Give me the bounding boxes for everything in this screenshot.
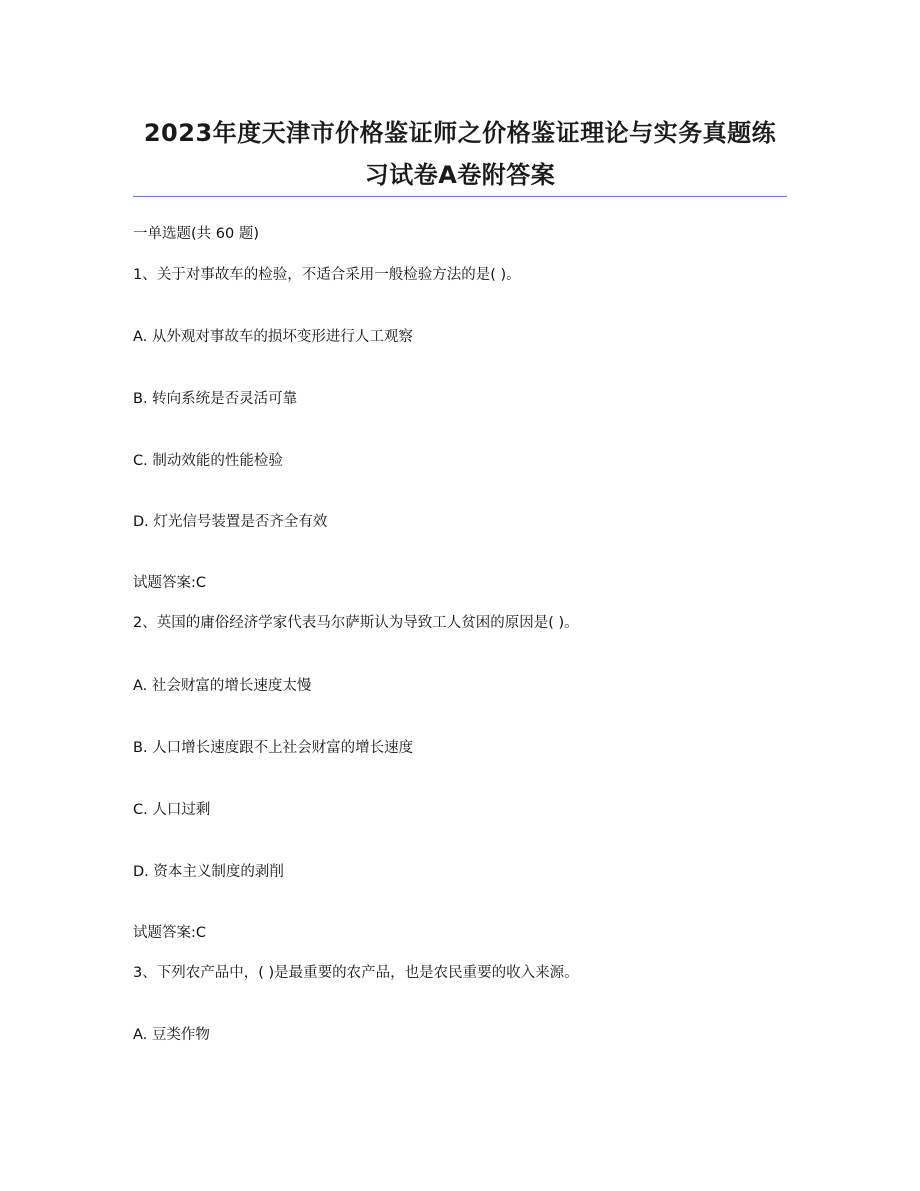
- question-2-option-b: B. 人口增长速度跟不上社会财富的增长速度: [133, 740, 414, 756]
- section-header: 一单选题(共 60 题): [133, 226, 259, 242]
- question-1-option-c: C. 制动效能的性能检验: [133, 453, 283, 469]
- question-1-stem: 1、关于对事故车的检验，不适合采用一般检验方法的是( )。: [133, 267, 521, 283]
- title-divider: [133, 196, 787, 197]
- question-2-option-d: D. 资本主义制度的剥削: [133, 864, 284, 880]
- question-1-option-d: D. 灯光信号装置是否齐全有效: [133, 514, 328, 530]
- title-line-1: 2023年度天津市价格鉴证师之价格鉴证理论与实务真题练: [143, 119, 777, 147]
- question-2-option-c: C. 人口过剩: [133, 802, 211, 818]
- question-1-answer: 试题答案:C: [133, 575, 207, 591]
- question-1-option-b: B. 转向系统是否灵活可靠: [133, 391, 298, 407]
- question-3-stem: 3、下列农产品中，( )是最重要的农产品，也是农民重要的收入来源。: [133, 965, 579, 981]
- question-2-answer: 试题答案:C: [133, 925, 207, 941]
- question-3-option-a: A. 豆类作物: [133, 1027, 210, 1043]
- document-title: [100, 112, 820, 196]
- question-1-option-a: A. 从外观对事故车的损坏变形进行人工观察: [133, 329, 413, 345]
- title-line-2: 习试卷A卷附答案: [364, 161, 556, 189]
- question-2-option-a: A. 社会财富的增长速度太慢: [133, 678, 312, 694]
- question-2-stem: 2、英国的庸俗经济学家代表马尔萨斯认为导致工人贫困的原因是( )。: [133, 615, 579, 631]
